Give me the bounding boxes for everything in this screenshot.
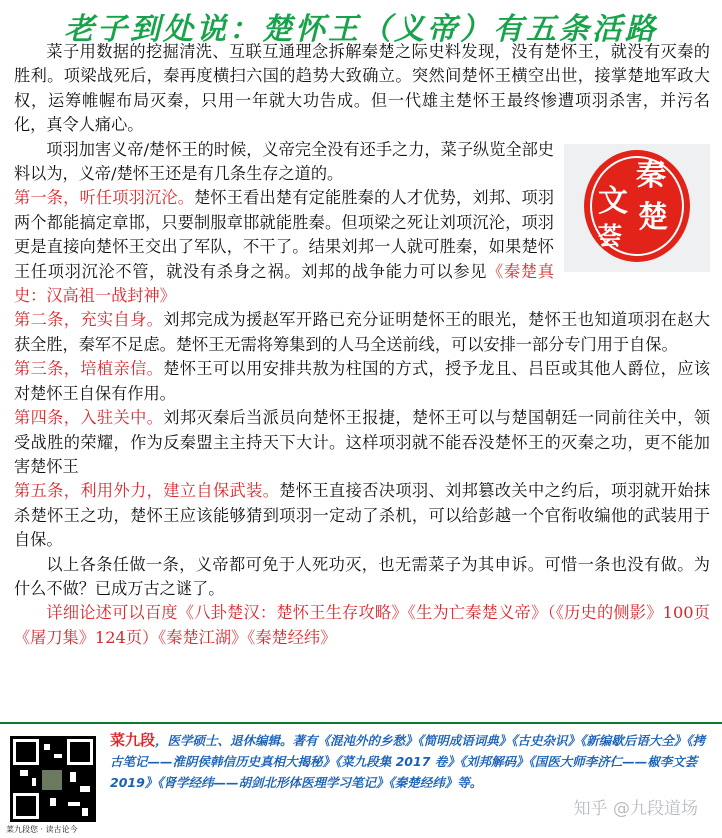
article-body (14, 40, 710, 650)
item-heading: 第二条，充实自身。 (14, 310, 164, 330)
seal-stamp-image (564, 144, 710, 272)
list-item (14, 357, 710, 406)
item-text: 楚怀王看出楚有定能胜秦的人才优势，刘邦、项羽两个都能搞定章邯，只要制服章邯就能胜秦。但项梁之死让刘项沉沦，项羽更是直接向楚怀王交出了军队，不干了。结果刘邦一人就可胜秦，如果楚怀王任项羽沉沦不管，就没有杀身之祸。刘邦的战争能力可以参见 (14, 188, 555, 281)
author-bio (110, 730, 710, 793)
item-text: 刘邦完成为援赵军开路已充分证明楚怀王的眼光，楚怀王也知道项羽在赵大获全胜，秦军不足虑。楚怀王无需将筹集到的人马全送前线，可以安排一部分专门用于自保。 (14, 310, 711, 354)
item-text: 楚怀王直接否决项羽、刘邦篡改关中之约后，项羽就开始抹杀楚怀王之功，楚怀王应该能够猜到项羽一定动了杀机，可以给彭越一个官衔收编他的武装用于自保。 (14, 481, 711, 550)
seal-char: 秦 (636, 157, 666, 193)
item-heading: 第三条，培植亲信。 (14, 359, 164, 379)
qr-code (10, 736, 96, 822)
item-text: 刘邦灭秦后当派员向楚怀王报捷，楚怀王可以与楚国朝廷一同前往关中，领受战胜的荣耀，作为反秦盟主主持天下大计。这样项羽就不能吞没楚怀王的灭秦之功，更不能加害楚怀王 (14, 408, 711, 476)
author-bio-text: ，医学硕士、退休编辑。著有《混沌外的乡愁》《简明成语词典》《古史杂识》《新编歇后语大全》《拷古笔记——淮阴侯韩信历史真相大揭秘》《菜九段集 2017 卷》《刘邦解码》《国医大师李济仁——椒李文荟 2019》《肾学经纬——胡剑北形体医理学习笔记》《秦楚经纬》等。 (110, 733, 706, 790)
paragraph-lead: 项羽加害义帝/楚怀王的时候，义帝完全没有还手之力，菜子纵览全部史料以为，义帝/楚怀王还是有几条生存之道的。 (14, 139, 554, 184)
list-item (14, 308, 710, 357)
reference-link: 《秦楚真史：汉高祖一战封神》 (14, 261, 555, 306)
author-footer (0, 722, 722, 838)
seal-char: 荟 (598, 221, 622, 250)
seal-stamp (584, 150, 690, 262)
paragraph-conclusion: 以上各条任做一条，义帝都可免于人死功灭，也无需菜子为其申诉。可惜一条也没有做。为什么不做？已成万古之谜了。 (14, 554, 710, 598)
item-heading: 第五条，利用外力，建立自保武装。 (14, 481, 280, 501)
seal-char: 楚 (638, 199, 668, 235)
item-heading: 第四条，入驻关中。 (14, 408, 164, 428)
seal-char: 文 (598, 183, 628, 219)
qr-caption: 菜九段您 · 读古论今 (6, 825, 78, 834)
paragraph-intro: 菜子用数据的挖掘清洗、互联互通理念拆解秦楚之际史料发现，没有楚怀王，就没有灭秦的胜利。项梁战死后，秦再度横扫六国的趋势大致确立。突然间楚怀王横空出世，接掌楚地军政大权，运筹帷幄布局灭秦，只用一年就大功告成。但一代雄主楚怀王最终惨遭项羽杀害，并污名化，真令人痛心。 (14, 42, 710, 135)
paragraph-references: 详细论述可以百度《八卦楚汉：楚怀王生存攻略》《生为亡秦楚义帝》（《历史的侧影》100页《屠刀集》124页）《秦楚江湖》《秦楚经纬》 (14, 603, 710, 647)
page-title: 老子到处说：楚怀王（义帝）有五条活路 (64, 12, 658, 47)
item-heading: 第一条，听任项羽沉沦。 (14, 188, 195, 208)
author-name: 菜九段 (110, 731, 156, 749)
zhihu-watermark: 知乎 @九段道场 (573, 799, 698, 819)
list-item (14, 479, 710, 552)
list-item (14, 406, 710, 479)
item-text: 楚怀王可以用安排共敖为柱国的方式，授予龙且、吕臣或其他人爵位，应该对楚怀王自保有作用。 (14, 359, 711, 403)
